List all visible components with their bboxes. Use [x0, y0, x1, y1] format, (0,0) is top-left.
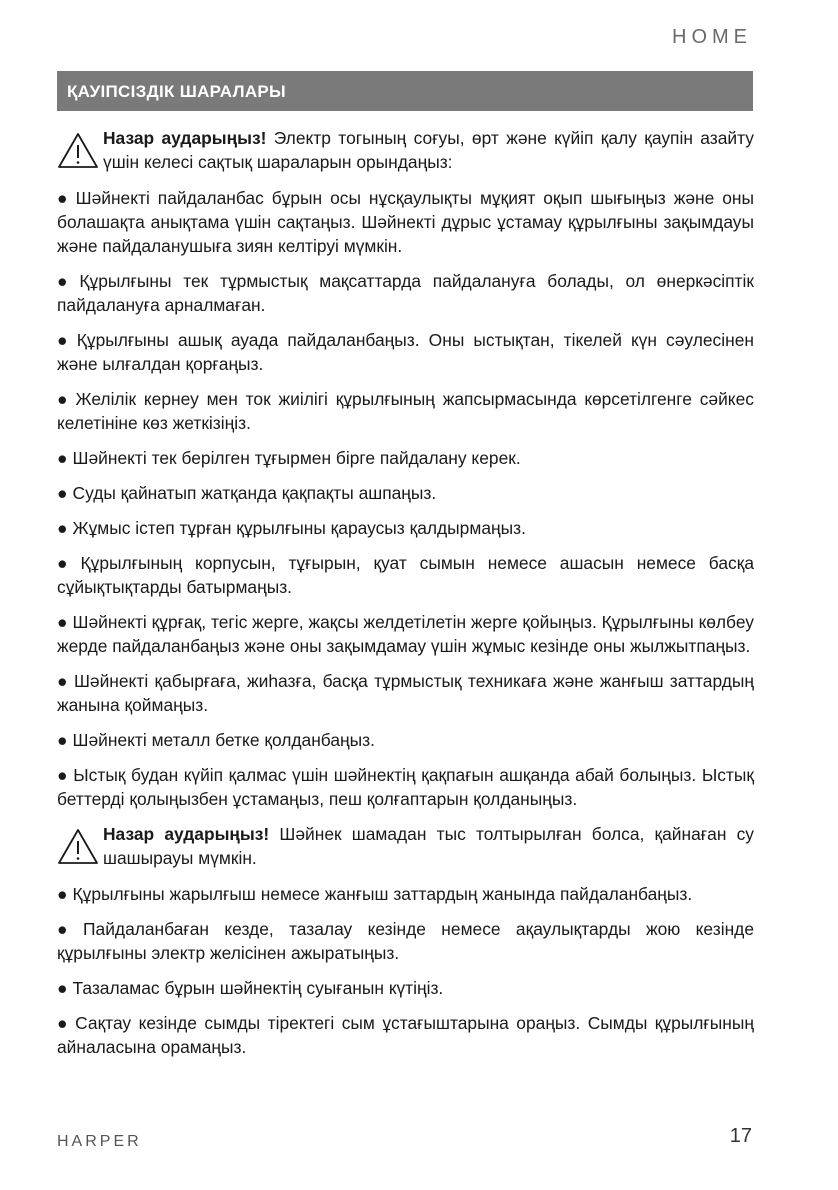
safety-list-1	[57, 186, 754, 811]
brand-logo: HARPER	[57, 1133, 142, 1150]
item-text: Желілік кернеу мен ток жиілігі құрылғының жапсырмасында көрсетілгенге сәйкес келетініне көз жеткізіңіз.	[57, 389, 754, 433]
safety-list-item	[57, 446, 754, 470]
bullet-icon: ●	[57, 448, 68, 468]
bullet-icon: ●	[57, 884, 68, 904]
item-text: Шәйнекті пайдаланбас бұрын осы нұсқаулықты мұқият оқып шығыңыз және оны болашақта анықтама үшін сақтаңыз. Шәйнекті дұрыс ұстамау құрылғыны зақымдауы және пайдаланушыға зиян келтіруі мүмкін.	[57, 188, 754, 256]
home-logo: HOME	[672, 26, 752, 48]
item-text: Ыстық будан күйіп қалмас үшін шәйнектің қақпағын ашқанда абай болыңыз. Ыстық беттерді қолыңызбен ұстамаңыз, пеш қолғаптарын қолданыңыз.	[57, 765, 754, 809]
bullet-icon: ●	[57, 330, 72, 350]
safety-list-2	[57, 882, 754, 1059]
warning-triangle-icon	[57, 132, 99, 170]
safety-list-item	[57, 976, 754, 1000]
safety-list-item	[57, 728, 754, 752]
safety-content	[57, 126, 754, 1070]
safety-list-item	[57, 551, 754, 599]
warning-text: Электр тогының соғуы, өрт және күйіп қалу қаупін азайту үшін келесі сақтық шараларын орындаңыз:	[103, 128, 754, 172]
safety-list-item	[57, 481, 754, 505]
safety-list-item	[57, 269, 754, 317]
bullet-icon: ●	[57, 612, 68, 632]
section-title: ҚАУІПСІЗДІК ШАРАЛАРЫ	[67, 82, 286, 101]
safety-list-item	[57, 882, 754, 906]
section-header-bar	[57, 71, 753, 111]
bullet-icon: ●	[57, 518, 68, 538]
item-text: Құрылғыны тек тұрмыстық мақсаттарда пайдалануға болады, ол өнеркәсіптік пайдалануға арналмаған.	[57, 271, 754, 315]
bullet-icon: ●	[57, 1013, 71, 1033]
bullet-icon: ●	[57, 483, 68, 503]
item-text: Құрылғыны ашық ауада пайдаланбаңыз. Оны ыстықтан, тікелей күн сәулесінен және ылғалдан қорғаңыз.	[57, 330, 754, 374]
item-text: Құрылғының корпусын, тұғырын, қуат сымын немесе ашасын немесе басқа сұйықтықтарды батырмаңыз.	[57, 553, 754, 597]
item-text: Шәйнекті тек берілген тұғырмен бірге пайдалану керек.	[72, 448, 521, 468]
bullet-icon: ●	[57, 271, 75, 291]
warning-block-1	[57, 126, 754, 174]
safety-list-item	[57, 763, 754, 811]
item-text: Шәйнекті құрғақ, тегіс жерге, жақсы желдетілетін жерге қойыңыз. Құрылғыны көлбеу жерде пайдаланбаңыз және оны зақымдамау үшін жұмыс кезінде оны жылжытпаңыз.	[57, 612, 754, 656]
bullet-icon: ●	[57, 188, 71, 208]
item-text: Шәйнекті қабырғаға, жиһазға, басқа тұрмыстық техникаға және жанғыш заттардың жанына қоймаңыз.	[57, 671, 754, 715]
warning-triangle-icon	[57, 828, 99, 866]
safety-list-item	[57, 186, 754, 258]
item-text: Сақтау кезінде сымды тіректегі сым ұстағыштарына ораңыз. Сымды құрылғының айналасына орамаңыз.	[57, 1013, 754, 1057]
bullet-icon: ●	[57, 389, 71, 409]
safety-list-item	[57, 610, 754, 658]
bullet-icon: ●	[57, 730, 68, 750]
bullet-icon: ●	[57, 978, 68, 998]
safety-list-item	[57, 1011, 754, 1059]
warning-block-2	[57, 822, 754, 870]
bullet-icon: ●	[57, 553, 76, 573]
bullet-icon: ●	[57, 919, 79, 939]
warning-label: Назар аударыңыз!	[103, 128, 267, 148]
bullet-icon: ●	[57, 765, 69, 785]
item-text: Суды қайнатып жатқанда қақпақты ашпаңыз.	[72, 483, 437, 503]
item-text: Құрылғыны жарылғыш немесе жанғыш заттардың жанында пайдаланбаңыз.	[72, 884, 693, 904]
item-text: Шәйнекті металл бетке қолданбаңыз.	[72, 730, 375, 750]
page-number: 17	[729, 1125, 752, 1147]
safety-list-item	[57, 917, 754, 965]
safety-list-item	[57, 387, 754, 435]
bullet-icon: ●	[57, 671, 69, 691]
item-text: Жұмыс істеп тұрған құрылғыны қараусыз қалдырмаңыз.	[72, 518, 526, 538]
warning-text: Шәйнек шамадан тыс толтырылған болса, қайнаған су шашырауы мүмкін.	[103, 824, 754, 868]
warning-label: Назар аударыңыз!	[103, 824, 270, 844]
safety-list-item	[57, 328, 754, 376]
item-text: Пайдаланбаған кезде, тазалау кезінде немесе ақаулықтарды жою кезінде құрылғыны электр желісінен ажыратыңыз.	[57, 919, 754, 963]
safety-list-item	[57, 516, 754, 540]
safety-list-item	[57, 669, 754, 717]
item-text: Тазаламас бұрын шәйнектің суығанын күтіңіз.	[72, 978, 444, 998]
